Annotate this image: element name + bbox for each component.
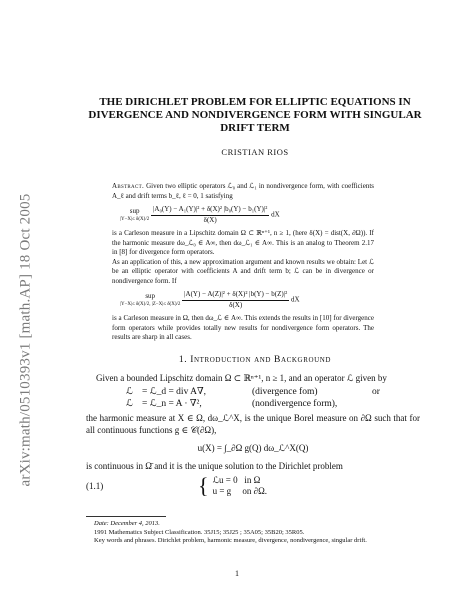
- intro-line-1: Given a bounded Lipschitz domain Ω ⊂ ℝⁿ⁺¹, n ≥ 1, and an operator ℒ given by: [96, 373, 387, 383]
- abstract-heading: Abstract.: [112, 182, 145, 190]
- system-lines: [213, 475, 267, 497]
- page-number: 1: [235, 569, 239, 578]
- operator-equations: [126, 386, 420, 410]
- formula-2-denominator: δ(X): [229, 300, 243, 309]
- intro-line-3: is continuous in Ω̄ and it is the unique solution to the Dirichlet problem: [86, 461, 343, 471]
- footnote-msc: 1991 Mathematics Subject Classification. 35J15; 35J25 ; 35A05; 35B20; 35R05.: [94, 528, 305, 536]
- formula-2-numerator: |A(Y) − A(Z)|² + δ(X)² |b(Y) − b(Z)|²: [182, 290, 289, 301]
- formula-1-sup-sub: |Y−X|≤ δ(X)/2: [120, 216, 150, 222]
- equation-1-or: or: [372, 387, 380, 397]
- equation-1-note: (divergence fom): [252, 387, 318, 397]
- footnotes: [86, 520, 420, 546]
- footnote-date: Date: December 4, 2013.: [94, 520, 160, 527]
- title-line-1: THE DIRICHLET PROBLEM FOR ELLIPTIC EQUATIONS IN: [99, 96, 411, 108]
- equation-2-rhs: = ℒ_n = A · ∇²,: [142, 399, 202, 409]
- equation-2-lhs: ℒ: [126, 399, 133, 409]
- system-brace: {: [198, 473, 209, 498]
- formula-1-sup: [120, 207, 149, 223]
- formula-1-denominator: δ(X): [203, 215, 217, 224]
- abstract-formula-1: [120, 205, 374, 225]
- abstract-paragraph-3: As an application of this, a new approximation argument and known results we obtain: Let ℒ be an elliptic operator with coefficients A and drift term b; ℒ can be in divergence or nondivergence form. If: [112, 257, 374, 285]
- footnote-rule: [86, 516, 166, 517]
- equation-1-lhs: ℒ: [126, 387, 133, 397]
- abstract: [112, 182, 374, 343]
- arxiv-identifier: arXiv:math/0510393v1 [math.AP] 18 Oct 2005: [17, 193, 34, 487]
- paper-title: [70, 96, 440, 135]
- equation-2-note: (nondivergence form),: [252, 399, 338, 409]
- equation-nondivergence: [126, 398, 420, 410]
- footnote-keywords: Key words and phrases. Dirichlet problem, harmonic measure, divergence, nondivergence, singular drift.: [94, 537, 367, 544]
- abstract-formula-2: [120, 290, 374, 310]
- abstract-paragraph-2: is a Carleson measure in a Lipschitz domain Ω ⊂ ℝⁿ⁺¹, n ≥ 1, (here δ(X) = dist(X, ∂Ω)). If the harmonic measure dω_ℒ₀ ∈ A∞, then dω_ℒ₁ ∈ A∞. This is an analog to Theorem 2.17 in [8] for divergence form operators.: [112, 229, 374, 256]
- formula-2-sup-label: sup: [145, 292, 156, 301]
- title-line-2: DIVERGENCE AND NONDIVERGENCE FORM WITH SINGULAR: [88, 109, 422, 121]
- abstract-text-1: Given two elliptic operators ℒ₀ and ℒ₁ in nondivergence form, with coefficients A_ℓ and drift terms b_ℓ, ℓ = 0, 1 satisfying: [112, 182, 375, 200]
- formula-2-fraction: [182, 290, 289, 310]
- section-heading: 1. Introduction and Background: [178, 355, 332, 365]
- formula-2-sup-sub: |Y−X|≤ δ(X)/2, |Z−X|≤ δ(X)/2: [120, 301, 181, 307]
- system-line-1: ℒu = 0 in Ω: [212, 475, 261, 485]
- formula-2-sup: [120, 292, 180, 308]
- formula-1-sup-label: sup: [129, 207, 140, 216]
- abstract-paragraph-1: [112, 182, 374, 201]
- formula-2-tail: dX: [290, 295, 300, 304]
- formula-1-numerator: |A₀(Y) − A₁(Y)|² + δ(X)² |b₀(Y) − b₁(Y)|²: [151, 205, 269, 216]
- intro-text: [86, 372, 420, 497]
- author-name: CRISTIAN RIOS: [221, 147, 289, 157]
- system-line-2: u = g on ∂Ω.: [212, 486, 268, 496]
- equation-label: (1.1): [86, 481, 104, 491]
- dirichlet-system: [86, 475, 420, 497]
- arxiv-side-stamp: [12, 120, 40, 560]
- harmonic-measure-formula: u(X) = ∫_∂Ω g(Q) dω_ℒ^X(Q): [197, 443, 309, 453]
- intro-line-2: the harmonic measure at X ∈ Ω, dω_ℒ^X, is the unique Borel measure on ∂Ω such that for all continuous functions g ∈ 𝒞(∂Ω),: [86, 413, 420, 435]
- equation-divergence: [126, 386, 420, 398]
- abstract-paragraph-4: is a Carleson measure in Ω, then dω_ℒ ∈ A∞. This extends the results in [10] for divergence form operators while provides totally new results for nondivergence form operators. The results are sharp in all cases.: [112, 314, 374, 341]
- formula-1-fraction: [151, 205, 269, 225]
- title-line-3: DRIFT TERM: [220, 122, 290, 134]
- equation-1-rhs: = ℒ_d = div A∇,: [142, 387, 207, 397]
- formula-1-tail: dX: [271, 210, 280, 219]
